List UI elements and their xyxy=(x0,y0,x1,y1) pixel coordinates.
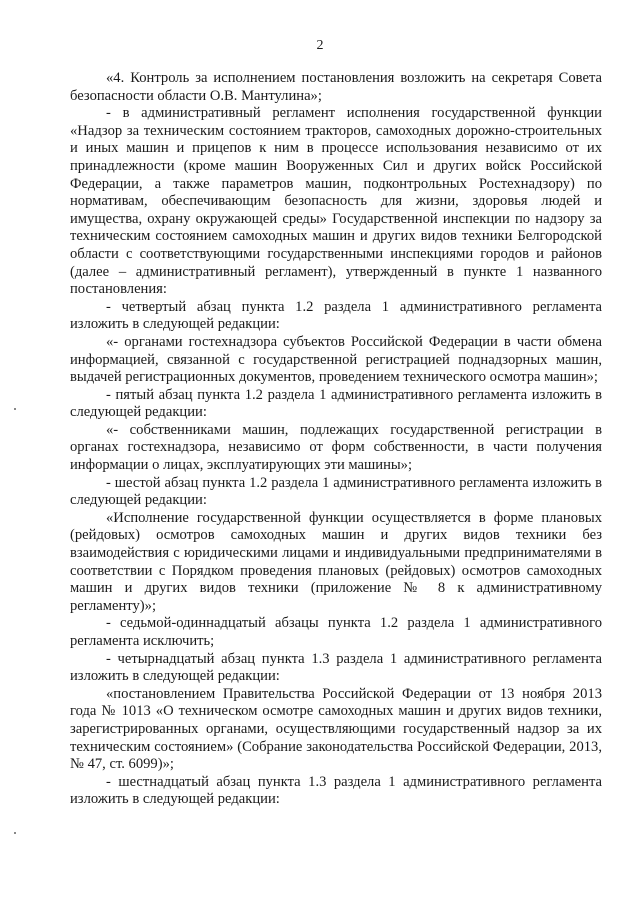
paragraph-quote-sixth: «Исполнение государственной функции осуществляется в форме плановых (рейдовых) осмотров самоходных машин и других видов техники без взаимодействия с юридическими лицами и индивидуальными предпринимателями в соответствии с Порядком проведения плановых (рейдовых) осмотров самоходных машин и других видов техники (приложение № 8 к административному регламенту)»; xyxy=(70,509,602,614)
page-number: 2 xyxy=(316,38,324,53)
paragraph-quote-fourteenth: «постановлением Правительства Российской Федерации от 13 ноября 2013 года № 1013 «О техническом осмотре самоходных машин и других видов техники, зарегистрированных органами, осуществляющими государственный надзор за их техническим состоянием» (Собрание законодательства Российской Федерации, 2013, № 47, ст. 6099)»; xyxy=(70,685,602,773)
margin-mark xyxy=(14,832,16,834)
paragraph-amend-sixteenth: - шестнадцатый абзац пункта 1.3 раздела 1 административного регламента изложить в следующей редакции: xyxy=(70,773,602,808)
paragraph-exclude-seventh-eleventh: - седьмой-одиннадцатый абзацы пункта 1.2 раздела 1 административного регламента исключить; xyxy=(70,615,602,649)
paragraph-regulation-intro: - в административный регламент исполнения государственной функции «Надзор за техническим состоянием тракторов, самоходных дорожно-строительных и иных машин и прицепов к ним в процессе использования независимо от их принадлежности (кроме машин Вооруженных Сил и других войск Российской Федерации, а также параметров машин, подконтрольных Ростехнадзору) по нормативам, обеспечивающим безопасность для жизни, здоровья людей и имущества, охрану окружающей среды» Государственной инспекции по надзору за техническим состоянием самоходных машин и других видов техники Белгородской области с соответствующими государственными инспекциями городов и районов (далее – административный регламент), утвержденный в пункте 1 названного постановления: xyxy=(70,105,602,298)
paragraph-amend-fifth: - пятый абзац пункта 1.2 раздела 1 административного регламента изложить в следующей редакции: xyxy=(70,386,602,421)
paragraph-quote-fourth: «- органами гостехнадзора субъектов Российской Федерации в части обмена информацией, связанной с государственной регистрацией поднадзорных машин, выдачей регистрационных документов, проведением технического осмотра машин»; xyxy=(70,333,602,386)
paragraph-amend-fourth: - четвертый абзац пункта 1.2 раздела 1 административного регламента изложить в следующей редакции: xyxy=(70,298,602,333)
paragraph-control-clause: «4. Контроль за исполнением постановления возложить на секретаря Совета безопасности области О.В. Мантулина»; xyxy=(70,70,602,104)
paragraph-amend-sixth: - шестой абзац пункта 1.2 раздела 1 административного регламента изложить в следующей редакции: xyxy=(70,474,602,509)
paragraph-amend-fourteenth: - четырнадцатый абзац пункта 1.3 раздела 1 административного регламента изложить в следующей редакции: xyxy=(70,650,602,685)
paragraph-quote-fifth: «- собственниками машин, подлежащих государственной регистрации в органах гостехнадзора, независимо от форм собственности, в части получения информации о лицах, эксплуатирующих эти машины»; xyxy=(70,421,602,474)
document-body xyxy=(70,70,602,809)
margin-mark xyxy=(14,408,16,410)
